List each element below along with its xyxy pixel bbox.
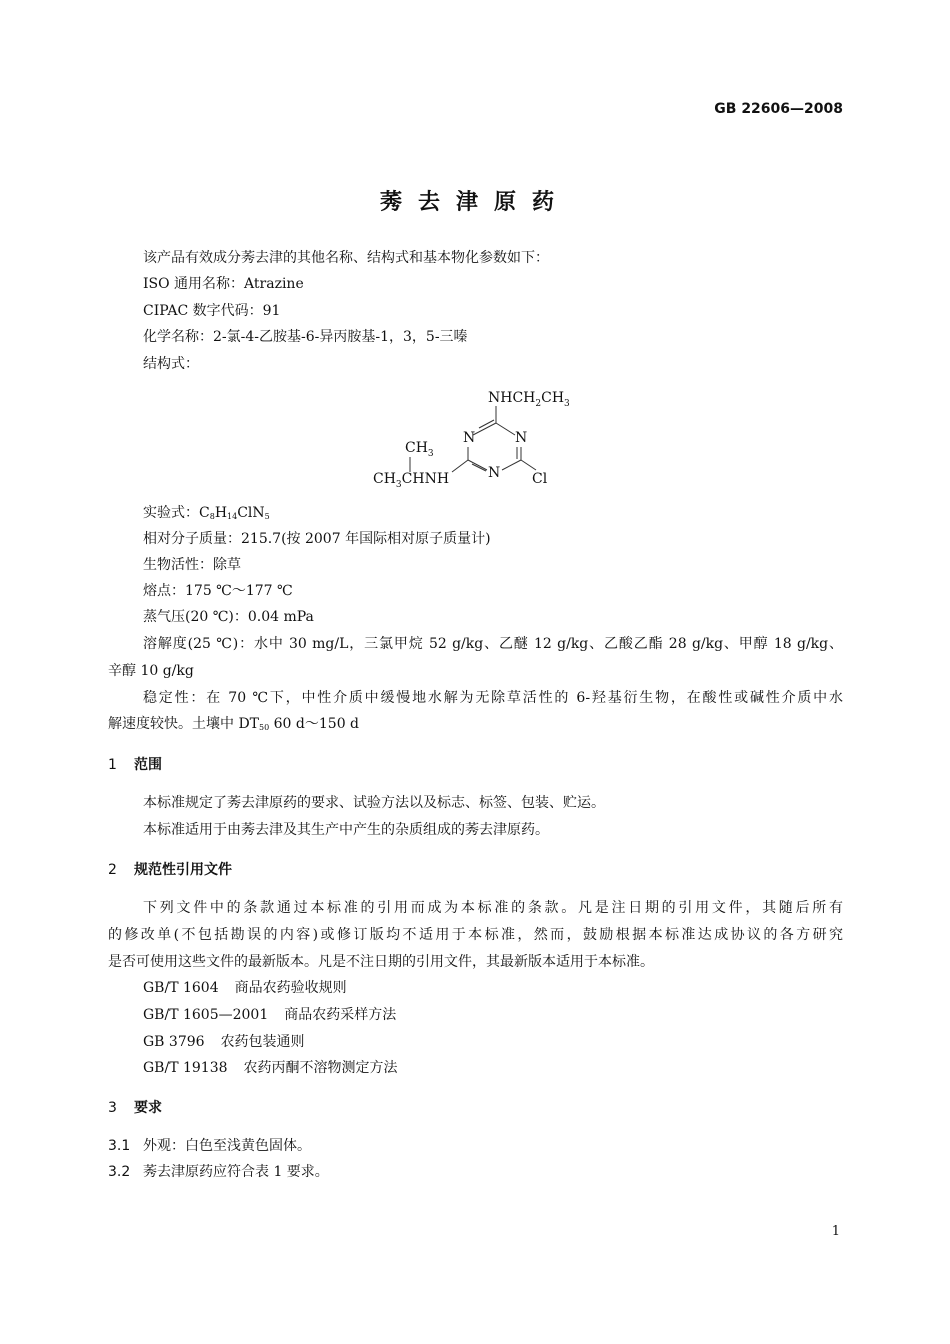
section-2-line: 下列文件中的条款通过本标准的引用而成为本标准的条款。凡是注日期的引用文件，其随后所有 bbox=[143, 900, 843, 916]
page-number: 1 bbox=[831, 1224, 840, 1239]
svg-text:Cl: Cl bbox=[532, 471, 548, 487]
section-2-line: 是否可使用这些文件的最新版本。凡是不注日期的引用文件，其最新版本适用于本标准。 bbox=[108, 954, 654, 970]
molecular-weight: 相对分子质量：215.7(按 2007 年国际相对原子质量计) bbox=[143, 531, 491, 547]
reference-item: GB/T 19138 农药丙酮不溶物测定方法 bbox=[143, 1060, 398, 1076]
svg-text:NHCH2CH3: $NHCH_2CH_3$ bbox=[488, 390, 570, 409]
intro-lead: 该产品有效成分莠去津的其他名称、结构式和基本物化参数如下： bbox=[143, 250, 549, 266]
section-2-heading: 2 规范性引用文件 bbox=[108, 862, 232, 878]
solubility-line-1: 溶解度(25 ℃)：水中 30 mg/L，三氯甲烷 52 g/kg、乙醚 12 g/kg、乙酸乙酯 28 g/kg、甲醇 18 g/kg、 bbox=[143, 636, 843, 652]
cipac-code: CIPAC 数字代码：91 bbox=[143, 303, 281, 319]
melting-point: 熔点：175 ℃～177 ℃ bbox=[143, 583, 293, 599]
requirement-item: 3.1 外观：白色至浅黄色固体。 bbox=[108, 1138, 311, 1154]
structure-label: 结构式： bbox=[143, 356, 199, 372]
document-title: 莠去津原药 bbox=[379, 190, 570, 215]
stability-line-2: 解速度较快。土壤中 $DT_{50}$ 60 d～150 d bbox=[108, 716, 360, 732]
svg-text:CH3CHNH: $CH_3CHNH$ bbox=[373, 471, 450, 490]
structural-formula bbox=[360, 380, 600, 495]
iso-name: ISO 通用名称：Atrazine bbox=[143, 276, 304, 292]
vapor-pressure: 蒸气压(20 ℃)：0.04 mPa bbox=[143, 609, 314, 625]
standard-number: GB 22606—2008 bbox=[714, 101, 843, 117]
stability-line-1: 稳定性：在 70 ℃下，中性介质中缓慢地水解为无除草活性的 6-羟基衍生物，在酸性或碱性介质中水 bbox=[143, 690, 843, 706]
section-1-heading: 1 范围 bbox=[108, 757, 162, 773]
section-1-line: 本标准规定了莠去津原药的要求、试验方法以及标志、标签、包装、贮运。 bbox=[143, 795, 605, 811]
solubility-line-2: 辛醇 10 g/kg bbox=[108, 663, 194, 679]
reference-item: GB 3796 农药包装通则 bbox=[143, 1034, 305, 1050]
svg-text:CH3: $CH_3$ bbox=[405, 440, 434, 459]
chemical-name: 化学名称：2-氯-4-乙胺基-6-异丙胺基-1，3，5-三嗪 bbox=[143, 329, 468, 345]
requirement-item: 3.2 莠去津原药应符合表 1 要求。 bbox=[108, 1164, 329, 1180]
svg-text:N: N bbox=[488, 465, 501, 481]
bio-activity: 生物活性：除草 bbox=[143, 557, 241, 573]
svg-text:N: N bbox=[515, 430, 528, 446]
section-2-line: 的修改单(不包括勘误的内容)或修订版均不适用于本标准，然而，鼓励根据本标准达成协议的各方研究 bbox=[108, 927, 843, 943]
section-3-heading: 3 要求 bbox=[108, 1100, 162, 1116]
reference-item: GB/T 1605—2001 商品农药采样方法 bbox=[143, 1007, 397, 1023]
section-1-line: 本标准适用于由莠去津及其生产中产生的杂质组成的莠去津原药。 bbox=[143, 822, 549, 838]
svg-text:N: N bbox=[463, 430, 476, 446]
reference-item: GB/T 1604 商品农药验收规则 bbox=[143, 980, 347, 996]
empirical-formula: 实验式：$C_8H_{14}ClN_5$ bbox=[143, 505, 270, 521]
